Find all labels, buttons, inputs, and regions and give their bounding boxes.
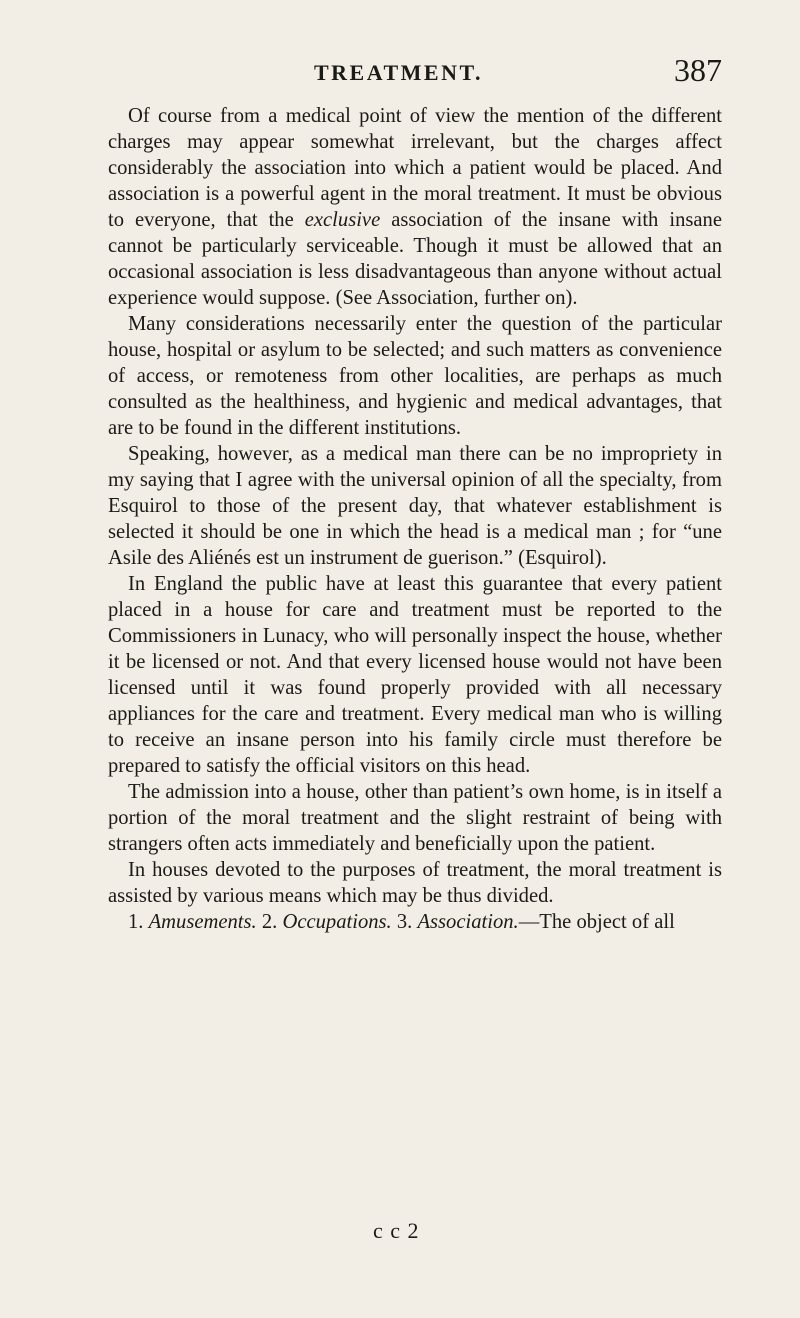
paragraph-2 (108, 311, 722, 441)
signature-mark: c c 2 (373, 1218, 420, 1243)
page-number: 387 (674, 52, 722, 88)
italic-text: Amusements. (148, 911, 257, 933)
paragraph-5 (108, 779, 722, 857)
text-run: 3. (391, 911, 418, 933)
italic-text: exclusive (304, 209, 381, 231)
running-title: TREATMENT. (314, 60, 484, 85)
text-run: The admission into a house, other than patient’s own home, is in itself a portion of the moral treatment and the slight restraint of being with strangers often acts immediately and beneficially upon the patient. (108, 781, 722, 855)
text-run: In houses devoted to the purposes of treatment, the moral treatment is assisted by various means which may be thus divided. (108, 859, 722, 907)
text-run: Speaking, however, as a medical man there can be no impropriety in my saying that I agree with the universal opinion of all the specialty, from Esquirol to those of the present day, that whatever establishment is selected it should be one in which the head is a medical man ; for “une Asile des Aliénés est un instrument de guerison.” (Esquirol). (108, 443, 722, 569)
text-run: association of the insane with insane cannot be particularly serviceable. Though it must be allowed that an occasional association is less disadvantageous than anyone without actual experience would suppose. (See Association, further on). (108, 209, 722, 309)
text-run: 2. (256, 911, 283, 933)
text-run: Of course from a medical point of view the mention of the different charges may appear somewhat irrelevant, but the charges affect considerably the association into which a patient would be placed. And association is a powerful agent in the moral treatment. It must be obvious to everyone, that the (108, 105, 722, 231)
paragraph-6 (108, 857, 722, 909)
paragraph-1 (108, 103, 722, 311)
text-run: —The object of all (518, 911, 675, 933)
paragraph-3 (108, 441, 722, 571)
text-run: In England the public have at least this guarantee that every patient placed in a house for care and treatment must be reported to the Commissioners in Lunacy, who will personally inspect the house, whether it be licensed or not. And that every licensed house would not have been licensed until it was found properly provided with all necessary appliances for the care and treatment. Every medical man who is willing to receive an insane person into his family circle must therefore be prepared to satisfy the official visitors on this head. (108, 573, 722, 777)
italic-text: Association. (417, 911, 519, 933)
paragraph-7 (108, 909, 722, 935)
text-run: 1. (128, 911, 149, 933)
page-header (108, 52, 722, 98)
text-run: Many considerations necessarily enter the question of the particular house, hospital or asylum to be selected; and such matters as convenience of access, or remoteness from other localities, are perhaps as much consulted as the healthiness, and hygienic and medical advantages, that are to be found in the different institutions. (108, 313, 722, 439)
italic-text: Occupations. (282, 911, 392, 933)
paragraph-4 (108, 571, 722, 779)
body-text (108, 103, 722, 935)
